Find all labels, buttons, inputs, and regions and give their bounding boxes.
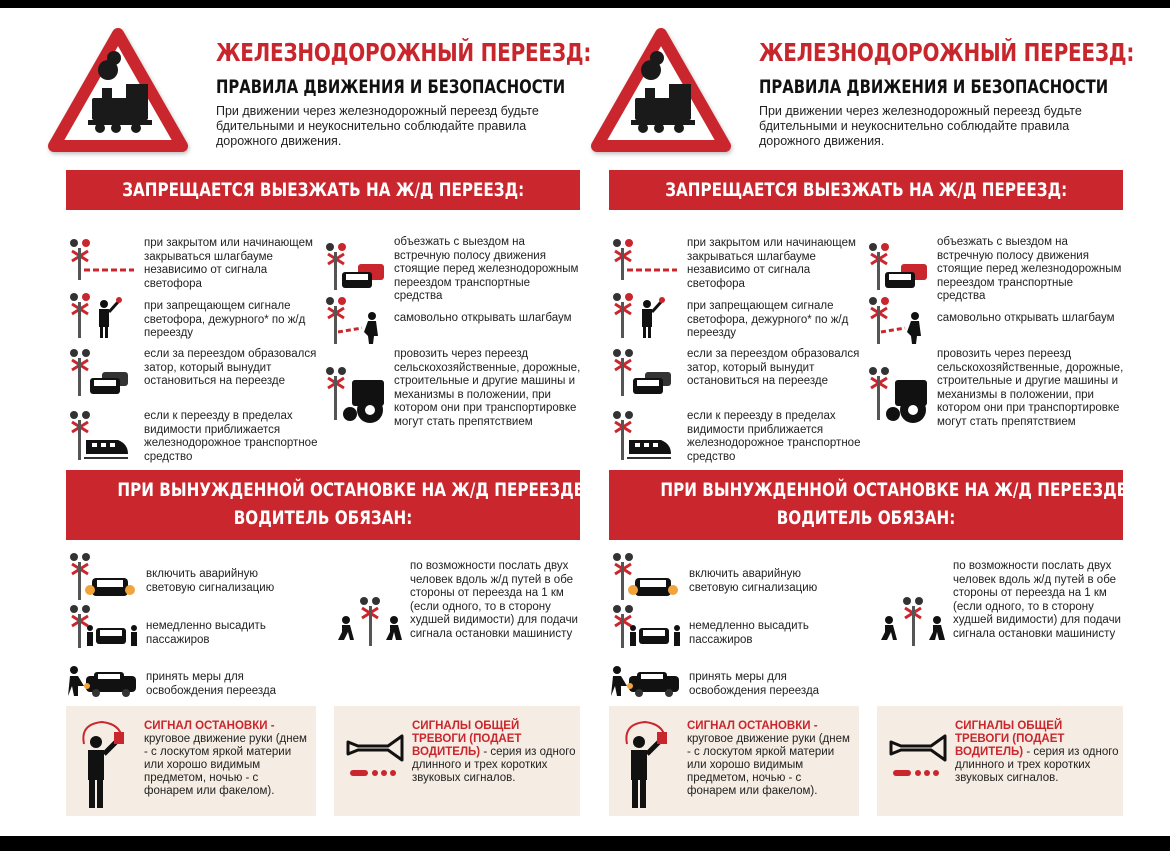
prohibited-item-1: при закрытом или начинающем закрываться шлагбауме независимо от сигнала светофора [687,237,856,290]
prohibited-item-1: при закрытом или начинающем закрываться шлагбауме независимо от сигнала светофора [144,237,313,290]
section-title-duties-line1: ПРИ ВЫНУЖДЕННОЙ ОСТАНОВКЕ НА Ж/Д ПЕРЕЕЗДЕ [117,479,584,501]
two-signalmen-icon [334,596,406,648]
warning-train-triangle-icon [48,28,188,154]
signal-stop-title: СИГНАЛ ОСТАНОВКИ - [687,720,818,732]
poster-subtitle: ПРАВИЛА ДВИЖЕНИЯ И БЕЗОПАСНОСТИ [216,76,566,98]
signal-alarm-title: СИГНАЛЫ ОБЩЕЙ ТРЕВОГИ (ПОДАЕТ ВОДИТЕЛЬ) [412,720,522,758]
section-title-prohibited: ЗАПРЕЩАЕТСЯ ВЫЕЗЖАТЬ НА Ж/Д ПЕРЕЕЗД: [122,179,524,201]
prohibited-item-5: объезжать с выездом на встречную полосу движения стоящие перед железнодорожным переездом транспортные средства [937,236,1122,303]
pushing-car-icon [609,664,683,698]
prohibited-item-2: при запрещающем сигнале светофора, дежурного* по ж/д переезду [687,300,849,340]
passengers-exit-icon [66,604,140,650]
signal-stop-desc: круговое движение руки (днем - с лоскутом яркой материи или хорошо видимым предметом, ночью - с фонарем или факелом). [687,733,850,797]
poster-panel-left [38,8,592,836]
hand-signal-person-icon [78,718,128,810]
signal-alarm-desc: - серия из одного длинного и трех коротких звуковых сигналов. [412,746,576,784]
prohibited-item-2: при запрещающем сигнале светофора, дежурного* по ж/д переезду [144,300,306,340]
poster-panel-right [581,8,1135,836]
horn-icon [344,734,404,780]
signal-alarm-text [955,720,1119,785]
signal-stop-box [609,706,859,816]
intro-text: При движении через железнодорожный переезд будьте бдительными и неукоснительно соблюдайте правила дорожного движения. [216,104,539,148]
duty-item-1: включить аварийную световую сигнализацию [689,568,818,594]
crossing-barrier-icon [609,238,679,282]
section-banner-duties [609,470,1127,540]
duty-item-3: принять меры для освобождения переезда [146,671,277,697]
signal-stop-desc: круговое движение руки (днем - с лоскутом яркой материи или хорошо видимым предметом, ночью - с фонарем или факелом). [144,733,307,797]
pushing-car-icon [66,664,140,698]
intro-text: При движении через железнодорожный переезд будьте бдительными и неукоснительно соблюдайте правила дорожного движения. [759,104,1082,148]
person-opening-barrier-icon [322,296,386,346]
poster-sheet [0,8,1170,836]
crossing-barrier-icon [66,238,136,282]
signal-alarm-box [334,706,580,816]
duty-item-2: немедленно высадить пассажиров [689,620,809,646]
prohibited-item-3: если за переездом образовался затор, который вынудит остановиться на переезде [144,348,317,388]
approaching-train-icon [66,410,130,462]
section-title-duties-line2: ВОДИТЕЛЬ ОБЯЗАН: [233,507,413,529]
overtaking-car-icon [322,242,386,292]
signal-alarm-title: СИГНАЛЫ ОБЩЕЙ ТРЕВОГИ (ПОДАЕТ ВОДИТЕЛЬ) [955,720,1065,758]
signal-stop-text [144,720,310,798]
approaching-train-icon [609,410,673,462]
horn-icon [887,734,947,780]
section-banner-prohibited [66,170,580,210]
traffic-light-person-icon [609,292,669,340]
poster-subtitle: ПРАВИЛА ДВИЖЕНИЯ И БЕЗОПАСНОСТИ [759,76,1109,98]
section-title-duties-line1: ПРИ ВЫНУЖДЕННОЙ ОСТАНОВКЕ НА Ж/Д ПЕРЕЕЗДЕ [660,479,1127,501]
poster-title: ЖЕЛЕЗНОДОРОЖНЫЙ ПЕРЕЕЗД: [216,38,592,67]
duty-item-3: принять меры для освобождения переезда [689,671,820,697]
warning-train-triangle-icon [591,28,731,154]
section-title-duties-line2: ВОДИТЕЛЬ ОБЯЗАН: [776,507,956,529]
two-signalmen-icon [877,596,949,648]
overtaking-car-icon [865,242,929,292]
hand-signal-person-icon [621,718,671,810]
signal-alarm-text [412,720,576,785]
signal-alarm-box [877,706,1123,816]
prohibited-item-6: самовольно открывать шлагбаум [394,312,572,324]
section-banner-duties [66,470,584,540]
prohibited-item-7: провозить через переезд сельскохозяйственные, дорожные, строительные и другие машины и механизмы в положении, при котором они при транспортировке могут стать препятствием [937,348,1124,428]
tractor-icon [865,366,931,424]
duty-item-2: немедленно высадить пассажиров [146,620,266,646]
hazard-car-icon [609,552,679,602]
traffic-light-person-icon [66,292,126,340]
section-title-prohibited: ЗАПРЕЩАЕТСЯ ВЫЕЗЖАТЬ НА Ж/Д ПЕРЕЕЗД: [665,179,1067,201]
section-banner-prohibited [609,170,1123,210]
signal-stop-box [66,706,316,816]
prohibited-item-4: если к переезду в пределах видимости приближается железнодорожное транспортное средство [144,410,318,463]
prohibited-item-6: самовольно открывать шлагбаум [937,312,1115,324]
duty-item-4: по возможности послать двух человек вдоль ж/д путей в обе стороны от переезда на 1 км (если одного, то в сторону худшей видимости) для подачи сигнала остановки машинисту [953,560,1121,640]
prohibited-item-4: если к переезду в пределах видимости приближается железнодорожное транспортное средство [687,410,861,463]
duty-item-4: по возможности послать двух человек вдоль ж/д путей в обе стороны от переезда на 1 км (если одного, то в сторону худшей видимости) для подачи сигнала остановки машинисту [410,560,578,640]
signal-stop-text [687,720,853,798]
prohibited-item-5: объезжать с выездом на встречную полосу движения стоящие перед железнодорожным переездом транспортные средства [394,236,579,303]
passengers-exit-icon [609,604,683,650]
signal-alarm-desc: - серия из одного длинного и трех коротких звуковых сигналов. [955,746,1119,784]
tractor-icon [322,366,388,424]
person-opening-barrier-icon [865,296,929,346]
traffic-jam-icon [609,348,673,398]
prohibited-item-7: провозить через переезд сельскохозяйственные, дорожные, строительные и другие машины и механизмы в положении, при котором они при транспортировке могут стать препятствием [394,348,581,428]
duty-item-1: включить аварийную световую сигнализацию [146,568,275,594]
traffic-jam-icon [66,348,130,398]
prohibited-item-3: если за переездом образовался затор, который вынудит остановиться на переезде [687,348,860,388]
poster-title: ЖЕЛЕЗНОДОРОЖНЫЙ ПЕРЕЕЗД: [759,38,1135,67]
signal-stop-title: СИГНАЛ ОСТАНОВКИ - [144,720,275,732]
hazard-car-icon [66,552,136,602]
